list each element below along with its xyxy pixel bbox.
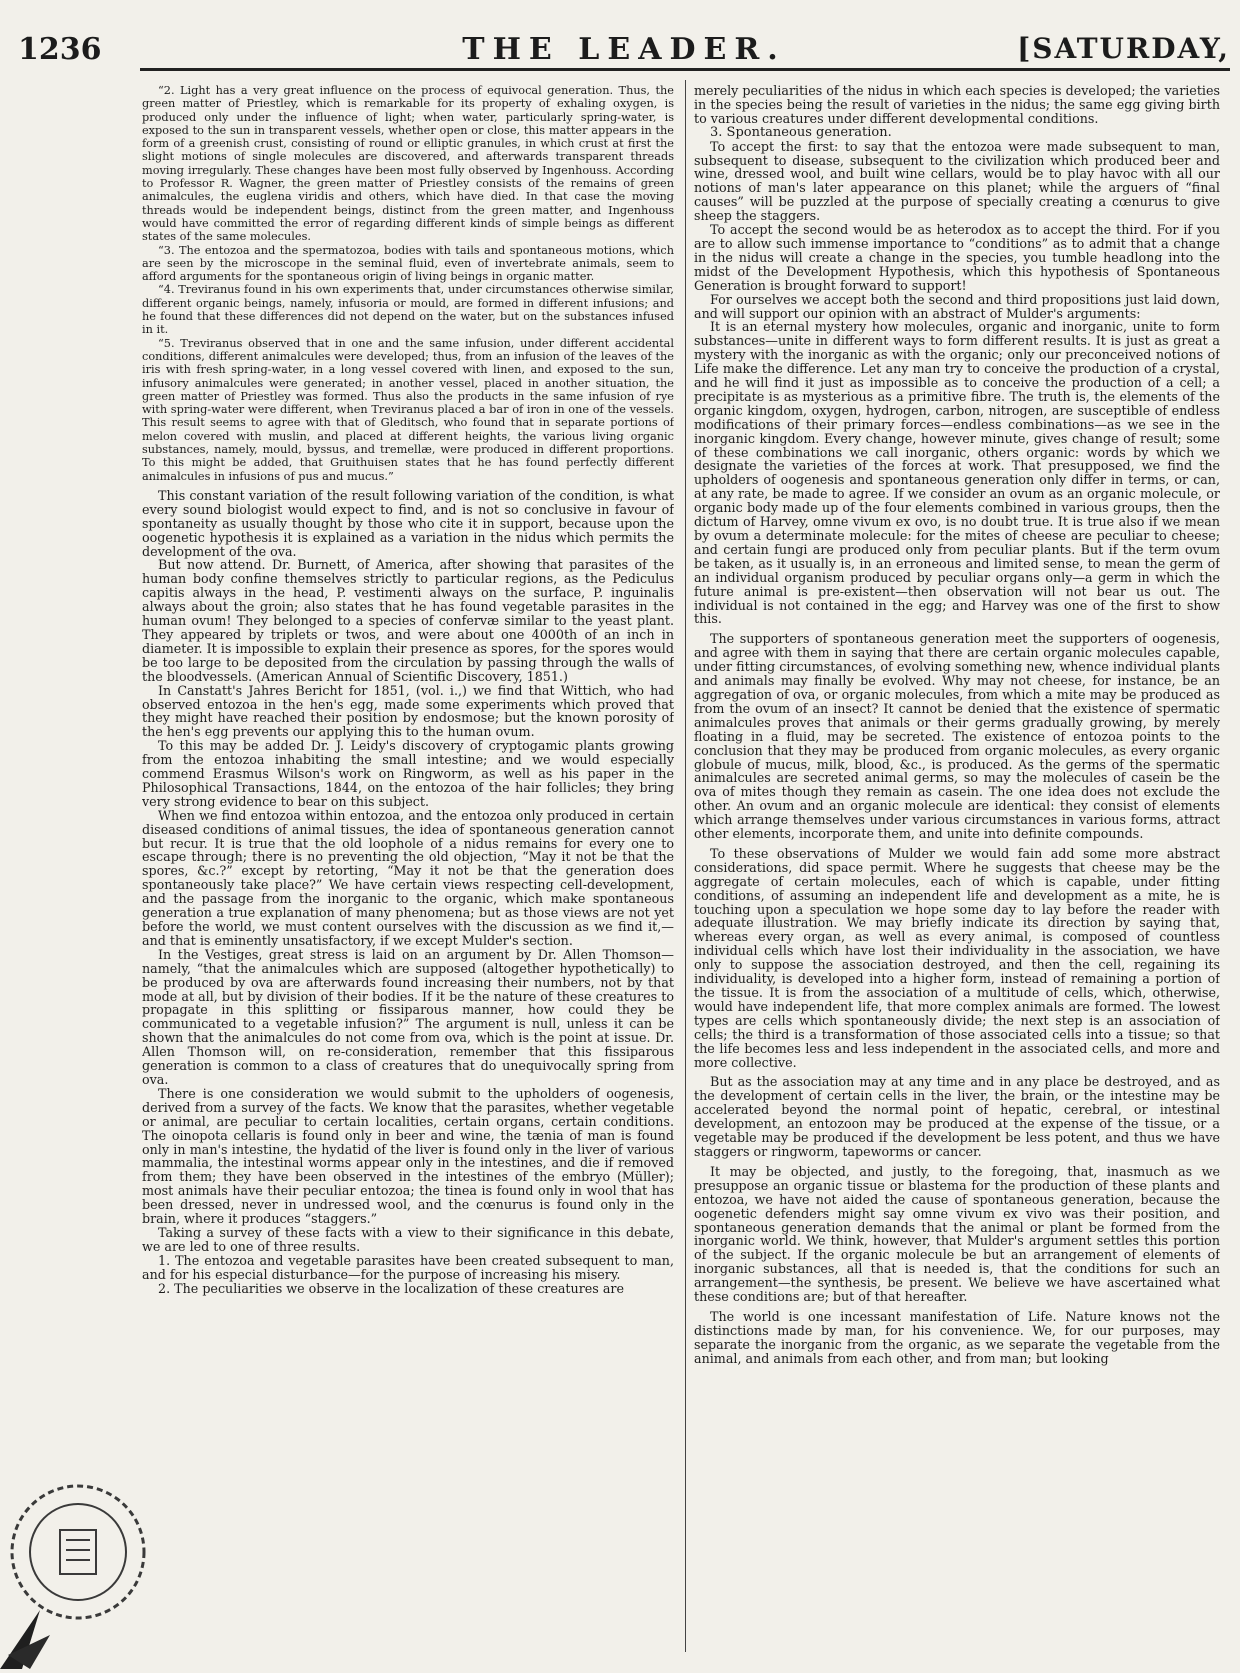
paragraph: It may be objected, and justly, to the foregoing, that, inasmuch as we presuppose an organic tissue or blastema for the production of these plants and entozoa, we have not aided the cause of spontaneous generation, because the oogenetic defenders might say omne vivum ex vivo was their position, and spontaneous generation demands that the animal or plant be formed from the inorganic world. We think, however, that Mulder's argument settles this portion of the subject. If the organic molecule be but an arrangement of elements of inorganic substances, all that is needed is, that the conditions for such an arrangement—the synthesis, be present. We believe we have ascertained what these conditions are; but of that hereafter. [694,1163,1220,1305]
masthead-title: THE LEADER. [462,32,786,67]
paragraph: For ourselves we accept both the second and third propositions just laid down, and will support our opinion with an abstract of Mulder's arguments: [694,291,1220,321]
continued-paragraph: merely peculiarities of the nidus in which each species is developed; the varieties in the species being the result of varieties in the nidus; the same egg giving birth to various creatures under different developmental conditions. [694,84,1220,126]
archive-stamp [0,1440,160,1669]
paragraph: 2. The peculiarities we observe in the localization of these creatures are [158,1280,624,1296]
page-number: 1236 [18,32,102,67]
paragraph: The supporters of spontaneous generation meet the supporters of oogenesis, and agree with them in saying that there are certain organic molecules capable, under fitting circumstances, of evolving something new, whence individual plants and animals may finally be evolved. Why may not cheese, for instance, be an aggregation of ova, or organic molecules, from which a mite may be produced as from the ovum of an insect? It cannot be denied that the existence of spermatic animalcules proves that animals or their germs gradually growing, by merely floating in a fluid, may be secreted. The existence of entozoa points to the conclusion that they may be produced from organic molecules, as every organic globule of mucus, milk, blood, &c., is produced. As the germs of the spermatic animalcules are secreted animal germs, so may the molecules of casein be the ova of mites though they remain as casein. The one idea does not exclude the other. An ovum and an organic molecule are identical: they consist of elements which arrange themselves under various circumstances in various forms, attract other elements, incorporate them, and unite into definite compounds. [694,631,1220,842]
paragraph: In Canstatt's Jahres Bericht for 1851, (vol. i.,) we find that Wittich, who had observed entozoa in the hen's egg, made some experiments which proved that they might have reached their position by endosmose; but the known porosity of the hen's egg prevents our applying this to the human ovum. [142,682,674,740]
paragraph: This constant variation of the result following variation of the condition, is what every sound biologist would expect to find, and is not so conclusive in favour of spontaneity as usually thought by those who cite it in support, because upon the oogenetic hypothesis it is explained as a variation in the nidus which permits the development of the ova. [142,487,674,559]
paragraph: To accept the first: to say that the entozoa were made subsequent to man, subsequent to disease, subsequent to the civilization which produced beer and wine, dressed wool, and built wine cellars, would be to play havoc with all our notions of man's later appearance on this planet; while the arguers of “final causes” will be puzzled at the purpose of specially creating a cœnurus to give sheep the staggers. [694,138,1220,224]
section-subheading: 3. Spontaneous generation. [710,124,892,140]
quoted-list [142,84,674,483]
right-column [694,84,1220,1654]
paragraph: To these observations of Mulder we would fain add some more abstract considerations, did space permit. Where he suggests that cheese may be the aggregate of certain molecules, each of which is capable, under fitting conditions, of assuming an independent life and development as a mite, he is touching upon a speculation we hope some day to lay before the reader with adequate illustration. We may briefly indicate its direction by saying that, whereas every organ, as well as every animal, is composed of countless individual cells which have lost their individuality in the association, we have only to suppose the association destroyed, and then the cell, regaining its individuality, is developed into a higher form, instead of remaining a portion of the tissue. It is from the association of a multitude of cells, which, otherwise, would have independent life, that more complex animals are formed. The lowest types are cells which spontaneously divide; the next step is an association of cells; the third is a transformation of those associated cells into a tissue; so that the life becomes less and less independent in the associated cells, and more and more collective. [694,845,1220,1070]
paragraph: When we find entozoa within entozoa, and the entozoa only produced in certain diseased conditions of animal tissues, the idea of spontaneous generation cannot but recur. It is true that the old loophole of a nidus remains for every one to escape through; there is no preventing the old objection, “May it not be that the spores, &c.?” except by retorting, “May it not be that the generation does spontaneously take place?” We have certain views respecting cell-development, and the passage from the inorganic to the organic, which make spontaneous generation a true explanation of many phenomena; but as those views are not yet before the world, we must content ourselves with the discussion as we find it,—and that is eminently unsatisfactory, if we except Mulder's section. [142,807,674,948]
paragraph: Taking a survey of these facts with a view to their significance in this debate, we are led to one of three results. [142,1224,674,1254]
paragraph: The world is one incessant manifestation of Life. Nature knows not the distinctions made by man, for his convenience. We, for our purposes, may separate the inorganic from the organic, as we separate the vegetable from the animal, and animals from each other, and from man; but looking [694,1308,1220,1366]
left-column [142,84,674,1654]
paragraph: 1. The entozoa and vegetable parasites have been created subsequent to man, and for his especial disturbance—for the purpose of increasing his misery. [142,1252,674,1282]
column-divider [685,80,686,1652]
paragraph: But as the association may at any time and in any place be destroyed, and as the development of certain cells in the liver, the brain, or the intestine may be accelerated beyond the normal point of hepatic, cerebral, or intestinal development, an entozoon may be produced at the expense of the tissue, or a vegetable may be produced if the development be less potent, and thus we have staggers or ringworm, tapeworms or cancer. [694,1074,1220,1159]
header-rule [140,68,1230,71]
quote-item: “3. The entozoa and the spermatozoa, bodies with tails and spontaneous motions, which are seen by the microscope in the seminal fluid, even of invertebrate animals, seem to afford arguments for the spontaneous origin of living beings in organic matter. [142,243,674,284]
paragraph: In the Vestiges, great stress is laid on an argument by Dr. Allen Thomson—namely, “that the animalcules which are supposed (altogether hypothetically) to be produced by ova are afterwards found increasing their numbers, not by that mode at all, but by division of their bodies. If it be the nature of these creatures to propagate in this splitting or fissiparous manner, how could they be communicated to a vegetable infusion?” The argument is null, unless it can be shown that the animalcules do not come from ova, which is the point at issue. Dr. Allen Thomson will, on re-consideration, remember that this fissiparous generation is common to a class of creatures that do unequivocally spring from ova. [142,946,674,1087]
quote-item: “2. Light has a very great influence on the process of equivocal generation. Thus, the green matter of Priestley, which is remarkable for its property of exhaling oxygen, is produced only under the influence of light; when water, particularly spring-water, is exposed to the sun in transparent vessels, whether open or close, this matter appears in the form of a greenish crust, consisting of round or elliptic granules, in which crust at first the slight motions of single molecules are discovered, and afterwards transparent threads moving irregularly. These changes have been most fully observed by Ingenhouss. According to Professor R. Wagner, the green matter of Priestley consists of the remains of green animalcules, the euglena viridis and others, which have died. In that case the moving threads would be independent beings, distinct from the green matter, and Ingenhouss would have committed the error of regarding different kinds of simple beings as different states of the same molecules. [142,84,674,244]
quote-item: “5. Treviranus observed that in one and the same infusion, under different accidental conditions, different animalcules were developed; thus, from an infusion of the leaves of the iris with fresh spring-water, in a long vessel covered with linen, and exposed to the sun, infusory animalcules were generated; in another vessel, placed in another situation, the green matter of Priestley was formed. Thus also the products in the same infusion of rye with spring-water were different, when Treviranus placed a bar of iron in one of the vessels. This result seems to agree with that of Gleditsch, who found that in separate portions of melon covered with muslin, and placed at different heights, the various living organic substances, namely, mould, byssus, and tremellæ, were produced in different proportions. To this might be added, that Gruithuisen states that he has found perfectly different animalcules in infusions of pus and mucus.” [142,336,674,483]
quote-item: “4. Treviranus found in his own experiments that, under circumstances otherwise similar, different organic beings, namely, infusoria or mould, are formed in different infusions; and he found that these differences did not depend on the water, but on the substances infused in it. [142,283,674,337]
paragraph: But now attend. Dr. Burnett, of America, after showing that parasites of the human body confine themselves strictly to particular regions, as the Pediculus capitis always in the head, P. vestimenti always on the surface, P. inguinalis always about the groin; also states that he has found vegetable parasites in the human ovum! They belonged to a species of confervæ similar to the yeast plant. They appeared by triplets or twos, and were about one 4000th of an inch in diameter. It is impossible to explain their presence as spores, for the spores would be too large to be deposited from the circulation by passing through the walls of the bloodvessels. (American Annual of Scientific Discovery, 1851.) [142,557,674,684]
paragraph: It is an eternal mystery how molecules, organic and inorganic, unite to form substances—unite in different ways to form different results. It is just as great a mystery with the inorganic as with the organic; only our preconceived notions of Life make the difference. Let any man try to conceive the production of a crystal, and he will find it just as impossible as to conceive the production of a cell; a precipitate is as mysterious as a primitive fibre. The truth is, the elements of the organic kingdom, oxygen, hydrogen, carbon, nitrogen, are susceptible of endless modifications of their primary forces—endless combinations—as we see in the inorganic kingdom. Every change, however minute, gives change of result; some of these combinations we call inorganic, others organic: words by which we designate the varieties of the forces at work. That presupposed, we find the upholders of oogenesis and spontaneous generation only differ in terms, or can, at any rate, be made to agree. If we consider an ovum as an organic molecule, or organic body made up of the four elements combined in various groups, then the dictum of Harvey, omne vivum ex ovo, is no doubt true. It is true also if we mean by ovum a determinate molecule: for the mites of cheese are peculiar to cheese; and certain fungi are produced only from peculiar plants. But if the term ovum be taken, as it usually is, in an erroneous and limited sense, to mean the germ of an individual organism produced by peculiar organs only—a germ in which the future animal is pre-existent—then observation will not bear us out. The individual is not contained in the egg; and Harvey was one of the first to show this. [694,319,1220,627]
issue-day: [SATURDAY, [1017,32,1230,65]
paragraph: To accept the second would be as heterodox as to accept the third. For if you are to allow such immense importance to “conditions” as to admit that a change in the nidus will create a change in the species, you tumble headlong into the midst of the Development Hypothesis, which this hypothesis of Spontaneous Generation is brought forward to support! [694,222,1220,293]
paragraph: There is one consideration we would submit to the upholders of oogenesis, derived from a survey of the facts. We know that the parasites, whether vegetable or animal, are peculiar to certain localities, certain organs, certain conditions. The oinopota cellaris is found only in beer and wine, the tænia of man is found only in man's intestine, the hydatid of the liver is found only in the liver of various mammalia, the intestinal worms appear only in the intestines, and die if removed from them; they have been observed in the intestines of the embryo (Müller); most animals have their peculiar entozoa; the tinea is found only in wool that has been dressed, never in undressed wool, and the cœnurus is found only in the brain, where it produces “staggers.” [142,1085,674,1227]
left-body [142,489,674,1296]
paragraph: To this may be added Dr. J. Leidy's discovery of cryptogamic plants growing from the entozoa inhabiting the small intestine; and we would especially commend Erasmus Wilson's work on Ringworm, as well as his paper in the Philosophical Transactions, 1844, on the entozoa of the hair follicles; they bring very strong evidence to bear on this subject. [142,738,674,809]
stamp-icon [0,1440,160,1669]
